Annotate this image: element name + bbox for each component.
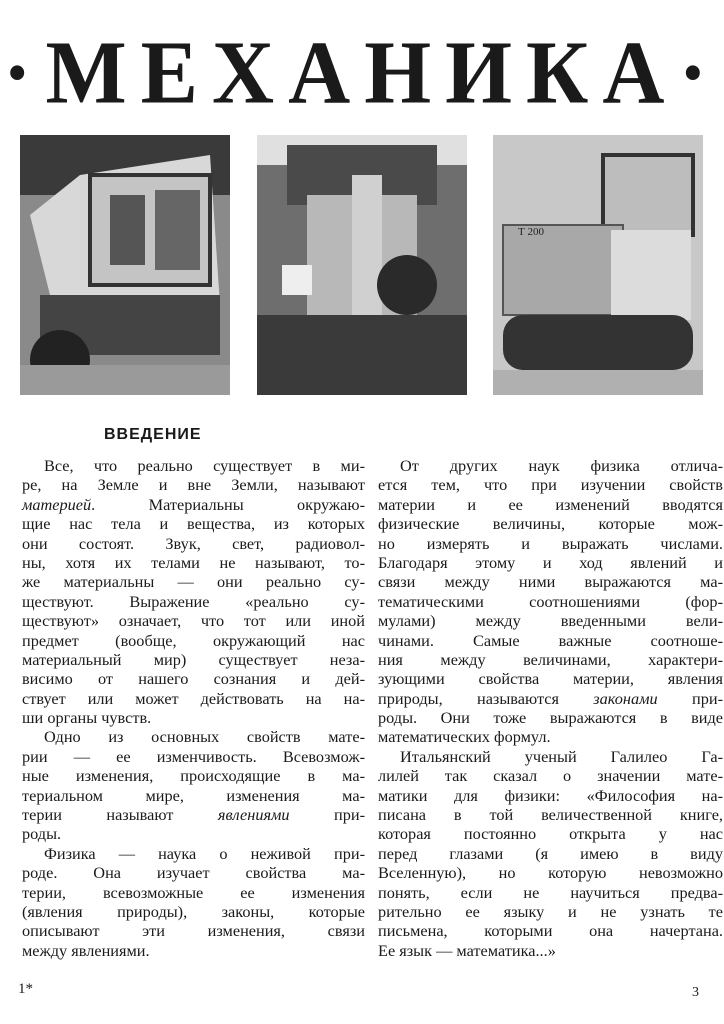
text-line xyxy=(378,941,723,960)
text-line xyxy=(378,534,723,553)
text-segment: ствует или может действовать на на- xyxy=(22,688,365,708)
text-line xyxy=(378,669,723,688)
text-segment: понять, если не научиться предва- xyxy=(378,882,723,902)
text-segment: Все, что реально существует в ми- xyxy=(44,456,365,475)
section-heading: ВВЕДЕНИЕ xyxy=(104,426,202,443)
text-line xyxy=(378,495,723,514)
text-line xyxy=(22,592,365,611)
text-line xyxy=(22,941,365,960)
text-segment: зующими свойства материи, явления xyxy=(378,669,723,689)
combine-harvester-photo xyxy=(20,135,230,395)
text-segment: роды. Они тоже выражаются в виде xyxy=(378,708,723,728)
text-line xyxy=(22,708,365,727)
text-line xyxy=(22,534,365,553)
text-line xyxy=(22,844,365,863)
chapter-title: ·МЕХАНИКА· xyxy=(2,21,722,123)
text-line xyxy=(378,631,723,650)
signature-mark: 1* xyxy=(18,981,33,997)
text-line xyxy=(22,572,365,591)
text-segment: чинами. Самые важные соотноше- xyxy=(378,630,723,650)
text-segment: при- xyxy=(289,805,365,825)
text-line xyxy=(378,844,723,863)
text-line xyxy=(22,902,365,921)
text-segment: терии называют xyxy=(22,805,218,825)
text-segment: предмет (вообще, окружающий нас xyxy=(22,630,365,650)
text-line xyxy=(378,611,723,630)
text-segment: Вселенную), но которую невозможно xyxy=(378,863,723,883)
text-line xyxy=(378,708,723,727)
text-line xyxy=(378,805,723,824)
text-segment: лилей так сказал о значении мате- xyxy=(378,766,723,786)
text-line xyxy=(378,689,723,708)
text-segment: териальном мире, изменения ма- xyxy=(22,785,365,805)
text-line xyxy=(22,553,365,572)
text-line xyxy=(378,592,723,611)
text-segment: рительно ее языку и не узнать те xyxy=(378,901,723,921)
text-line xyxy=(378,786,723,805)
text-line xyxy=(378,747,723,766)
text-segment: материальный мир) существует неза- xyxy=(22,649,365,669)
text-segment: перед глазами (я имею в виду xyxy=(378,843,723,863)
text-segment: ны, хотя их телами не называют, то- xyxy=(22,552,365,572)
text-line xyxy=(22,689,365,708)
text-segment: природы, называются xyxy=(378,688,594,708)
text-segment: они состоят. Звук, свет, радиовол- xyxy=(22,533,365,553)
text-line xyxy=(22,824,365,843)
text-segment: но измерять и выражать числами. xyxy=(378,533,723,553)
text-line xyxy=(378,863,723,882)
text-line xyxy=(378,514,723,533)
text-segment: математических формул. xyxy=(378,727,551,747)
page-number: 3 xyxy=(692,985,699,1000)
text-line xyxy=(22,766,365,785)
text-line xyxy=(378,650,723,669)
text-segment: писана в той величественной книге, xyxy=(378,805,723,825)
right-text-column xyxy=(378,456,723,960)
text-segment: терии, всевозможные ее изменения xyxy=(22,882,365,902)
text-line xyxy=(22,611,365,630)
text-segment: щие нас тела и вещества, из которых xyxy=(22,514,365,534)
text-segment: мулами) между введенными вели- xyxy=(378,611,723,631)
text-segment: связи между ними выражаются ма- xyxy=(378,572,723,592)
text-line xyxy=(22,921,365,940)
text-segment: Одно из основных свойств мате- xyxy=(44,727,365,747)
text-line xyxy=(22,631,365,650)
text-segment: же материальны — они реально су- xyxy=(22,572,365,592)
text-line xyxy=(22,747,365,766)
text-segment: Благодаря этому и ход явлений и xyxy=(378,552,723,572)
text-line xyxy=(378,766,723,785)
agricultural-machine-photo xyxy=(257,135,467,395)
text-segment: матики для физики: «Философия на- xyxy=(378,785,723,805)
text-segment: ния между величинами, характери- xyxy=(378,649,723,669)
text-line xyxy=(22,514,365,533)
text-line xyxy=(378,921,723,940)
text-line xyxy=(378,456,723,475)
text-segment: ные изменения, происходящие в ма- xyxy=(22,766,365,786)
text-line xyxy=(22,805,365,824)
text-segment: ши органы чувств. xyxy=(22,708,152,728)
text-line xyxy=(378,902,723,921)
text-line xyxy=(22,727,365,746)
text-segment: (явления природы), законы, которые xyxy=(22,901,365,921)
text-line xyxy=(378,553,723,572)
tractor-model-label: Т 200 xyxy=(518,226,544,238)
text-segment: . Материальны окружаю- xyxy=(91,494,365,514)
text-line xyxy=(22,495,365,514)
text-line xyxy=(22,650,365,669)
text-line xyxy=(22,669,365,688)
text-segment: Итальянский ученый Галилео Га- xyxy=(400,746,723,766)
text-line xyxy=(378,883,723,902)
text-segment: материи и ее изменений вводятся xyxy=(378,494,723,514)
emphasized-term: законами xyxy=(593,688,658,708)
text-segment: От других наук физика отлича- xyxy=(400,456,723,475)
tractor-t200-photo xyxy=(493,135,703,395)
text-line xyxy=(378,824,723,843)
text-segment: роды. xyxy=(22,824,62,844)
text-line xyxy=(22,786,365,805)
text-segment: висимо от нашего сознания и дей- xyxy=(22,669,365,689)
text-segment: ществуют. Выражение «реально су- xyxy=(22,591,365,611)
text-segment: тематическими соотношениями (фор- xyxy=(378,591,723,611)
text-segment: физические величины, которые мож- xyxy=(378,514,723,534)
text-segment: при- xyxy=(657,688,723,708)
text-segment: Ее язык — математика...» xyxy=(378,940,556,960)
text-line xyxy=(378,727,723,746)
text-segment: ется тем, что при изучении свойств xyxy=(378,475,723,495)
emphasized-term: явлениями xyxy=(217,805,290,825)
text-segment: Физика — наука о неживой при- xyxy=(44,843,365,863)
text-segment: письмена, которыми она начертана. xyxy=(378,921,723,941)
emphasized-term: материей xyxy=(22,494,92,514)
left-text-column xyxy=(22,456,365,960)
text-line xyxy=(22,475,365,494)
text-segment: рии — ее изменчивость. Всевозмож- xyxy=(22,746,365,766)
text-line xyxy=(22,863,365,882)
text-line xyxy=(22,883,365,902)
text-segment: описывают эти изменения, связи xyxy=(22,921,365,941)
text-segment: между явлениями. xyxy=(22,940,150,960)
text-line xyxy=(22,456,365,475)
text-line xyxy=(378,475,723,494)
text-segment: ществуют» означает, что тот или иной xyxy=(22,611,365,631)
text-segment: ре, на Земле и вне Земли, называют xyxy=(22,475,365,495)
text-segment: которая постоянно открыта у нас xyxy=(378,824,723,844)
text-segment: роде. Она изучает свойства ма- xyxy=(22,863,365,883)
text-line xyxy=(378,572,723,591)
